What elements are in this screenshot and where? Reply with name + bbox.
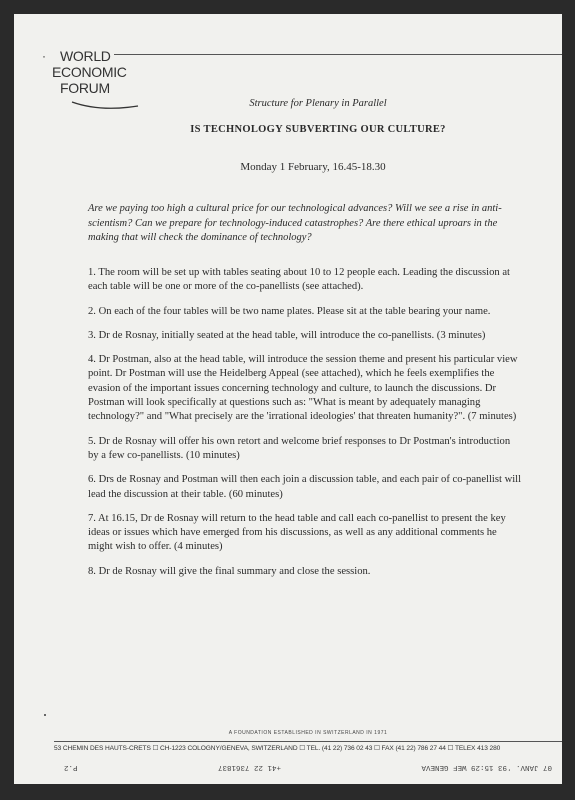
logo-line-economic: ECONOMIC (52, 64, 127, 80)
footer-rule (54, 741, 562, 742)
margin-mark (44, 714, 46, 716)
document-title: IS TECHNOLOGY SUBVERTING OUR CULTURE? (190, 124, 446, 135)
list-item: 5. Dr de Rosnay will offer his own retort and welcome brief responses to Dr Postman's introduction by a few co-panellists. (10 minutes) (88, 435, 511, 461)
list-item: 7. At 16.15, Dr de Rosnay will return to the head table and call each co-panellist to present the key ideas or issues which have emerged from his discussions, as well as any additional comments he might wish to offer. (4 minutes) (88, 512, 506, 553)
fax-number: +41 22 7361837 (217, 763, 281, 771)
wef-logo (42, 48, 142, 128)
instruction-list (88, 266, 522, 589)
header-rule (114, 54, 562, 55)
list-item: 4. Dr Postman, also at the head table, will introduce the session theme and present his particular view point. Dr Postman will use the Heidelberg Appeal (see attached), which he feels exemplifies the evasion of the important issues concerning technology and culture, to launch the discussions. Dr Postman will look specifically at questions such as: "What is meant by adequately managing technology?" and "What precisely are the 'irrational ideologies' that threaten humanity?". (7 minutes) (88, 354, 518, 423)
foundation-note: A FOUNDATION ESTABLISHED IN SWITZERLAND IN 1971 (228, 730, 388, 736)
session-date: Monday 1 February, 16.45-18.30 (240, 161, 386, 173)
document-page (14, 14, 562, 784)
list-item: 6. Drs de Rosnay and Postman will then each join a discussion table, and each pair of co-panellist will lead the discussion at their table. (60 minutes) (88, 474, 522, 500)
fax-page: P.2 (64, 763, 78, 771)
logo-bullet: · (42, 49, 46, 63)
list-item: 2. On each of the four tables will be two name plates. Please sit at the table bearing your name. (88, 305, 491, 317)
footer-address: 53 CHEMIN DES HAUTS-CRETS ☐ CH-1223 COLOGNY/GENEVA, SWITZERLAND ☐ TEL. (41 22) 736 02 43 ☐ FAX (41 22) 786 27 44 ☐ TELEX 413 280 (54, 745, 501, 752)
list-item: 1. The room will be set up with tables seating about 10 to 12 people each. Leading the discussion at each table will be one or more of the co-panellists (see attached). (88, 267, 510, 293)
fax-header-line (64, 763, 552, 771)
document-subtitle: Structure for Plenary in Parallel (249, 98, 387, 109)
logo-line-forum: FORUM (60, 80, 110, 96)
logo-line-world: WORLD (60, 48, 111, 64)
intro-questions: Are we paying too high a cultural price for our technological advances? Will we see a rise in anti-scientism? Can we prepare for technology-induced catastrophes? Are there ethical uproars in the making that will check the dominance of technology? (88, 203, 502, 243)
list-item: 8. Dr de Rosnay will give the final summary and close the session. (88, 565, 371, 577)
list-item: 3. Dr de Rosnay, initially seated at the head table, will introduce the co-panellists. (3 minutes) (88, 329, 486, 341)
fax-date: 07 JANV. '93 15:29 WEF GENEVA (421, 763, 552, 771)
